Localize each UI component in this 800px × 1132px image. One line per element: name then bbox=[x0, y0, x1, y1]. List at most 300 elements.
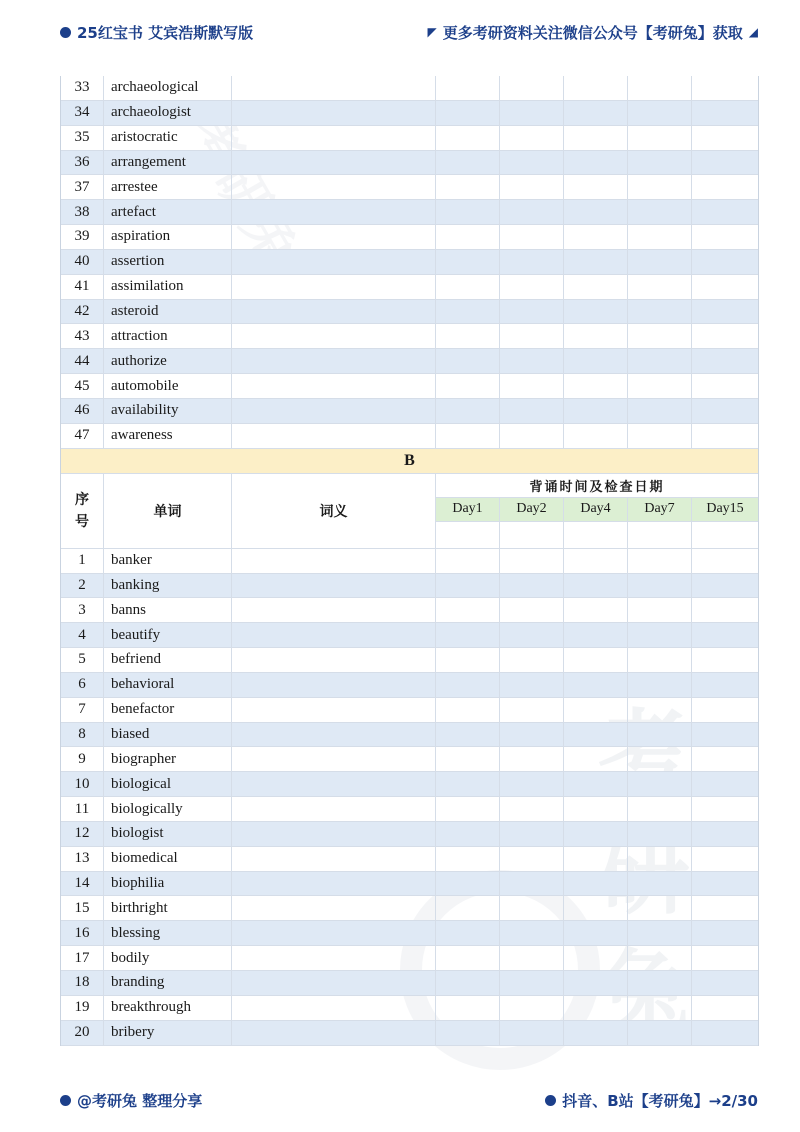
day4-cell[interactable] bbox=[564, 648, 628, 672]
day7-cell[interactable] bbox=[628, 723, 692, 747]
day7-cell[interactable] bbox=[628, 623, 692, 647]
table-header bbox=[61, 474, 758, 549]
day1-cell[interactable] bbox=[436, 574, 500, 598]
row-word: birthright bbox=[104, 896, 232, 920]
meaning-cell[interactable] bbox=[232, 772, 436, 796]
day1-cell[interactable] bbox=[436, 225, 500, 249]
day4-cell[interactable] bbox=[564, 200, 628, 224]
day4-cell[interactable] bbox=[564, 723, 628, 747]
meaning-cell[interactable] bbox=[232, 822, 436, 846]
col-header-review bbox=[436, 474, 758, 548]
table-row bbox=[61, 200, 758, 225]
row-word: beautify bbox=[104, 623, 232, 647]
day7-cell[interactable] bbox=[628, 698, 692, 722]
row-number: 9 bbox=[61, 747, 104, 771]
day15-cell[interactable] bbox=[692, 574, 758, 598]
day2-cell[interactable] bbox=[500, 225, 564, 249]
day4-cell[interactable] bbox=[564, 847, 628, 871]
day15-cell[interactable] bbox=[692, 549, 758, 573]
day15-cell[interactable] bbox=[692, 300, 758, 324]
meaning-cell[interactable] bbox=[232, 324, 436, 348]
day1-cell[interactable] bbox=[436, 549, 500, 573]
meaning-cell[interactable] bbox=[232, 126, 436, 150]
day7-cell[interactable] bbox=[628, 574, 692, 598]
meaning-cell[interactable] bbox=[232, 723, 436, 747]
day4-cell[interactable] bbox=[564, 996, 628, 1020]
day2-cell[interactable] bbox=[500, 399, 564, 423]
day1-cell[interactable] bbox=[436, 76, 500, 100]
meaning-cell[interactable] bbox=[232, 574, 436, 598]
day2-cell[interactable] bbox=[500, 549, 564, 573]
meaning-cell[interactable] bbox=[232, 797, 436, 821]
day15-cell[interactable] bbox=[692, 772, 758, 796]
day-header: Day15 bbox=[706, 501, 744, 517]
day-header: Day1 bbox=[436, 498, 500, 521]
day7-cell[interactable] bbox=[628, 598, 692, 622]
meaning-cell[interactable] bbox=[232, 847, 436, 871]
meaning-cell[interactable] bbox=[232, 275, 436, 299]
row-number: 2 bbox=[61, 574, 104, 598]
meaning-cell[interactable] bbox=[232, 349, 436, 373]
day7-cell[interactable] bbox=[628, 648, 692, 672]
day4-cell[interactable] bbox=[564, 673, 628, 697]
row-word: biographer bbox=[104, 747, 232, 771]
day15-cell[interactable] bbox=[692, 971, 758, 995]
day7-cell[interactable] bbox=[628, 200, 692, 224]
row-word: awareness bbox=[104, 424, 232, 448]
day15-cell[interactable] bbox=[692, 723, 758, 747]
row-number: 8 bbox=[61, 723, 104, 747]
table-row bbox=[61, 424, 758, 449]
row-word: bribery bbox=[104, 1021, 232, 1045]
day4-cell[interactable] bbox=[564, 175, 628, 199]
day2-cell[interactable] bbox=[500, 101, 564, 125]
day2-cell[interactable] bbox=[500, 374, 564, 398]
table-row bbox=[61, 921, 758, 946]
meaning-cell[interactable] bbox=[232, 623, 436, 647]
day1-cell[interactable] bbox=[436, 349, 500, 373]
day4-cell[interactable] bbox=[564, 1021, 628, 1045]
row-number: 1 bbox=[61, 549, 104, 573]
table-row bbox=[61, 250, 758, 275]
day2-cell[interactable] bbox=[500, 996, 564, 1020]
day2-cell[interactable] bbox=[500, 747, 564, 771]
day15-cell[interactable] bbox=[692, 797, 758, 821]
meaning-cell[interactable] bbox=[232, 175, 436, 199]
row-word: banking bbox=[104, 574, 232, 598]
day1-cell[interactable] bbox=[436, 623, 500, 647]
day4-cell[interactable] bbox=[564, 772, 628, 796]
row-word: arrestee bbox=[104, 175, 232, 199]
row-word: archaeological bbox=[104, 76, 232, 100]
day15-cell[interactable] bbox=[692, 324, 758, 348]
day4-cell[interactable] bbox=[564, 424, 628, 448]
day4-cell[interactable] bbox=[564, 250, 628, 274]
day7-cell[interactable] bbox=[628, 971, 692, 995]
meaning-cell[interactable] bbox=[232, 648, 436, 672]
day2-cell[interactable] bbox=[500, 921, 564, 945]
day7-cell[interactable] bbox=[628, 225, 692, 249]
bullet-icon bbox=[545, 1095, 556, 1106]
day7-cell[interactable] bbox=[628, 300, 692, 324]
day4-cell[interactable] bbox=[564, 76, 628, 100]
day-check-cell[interactable] bbox=[564, 522, 628, 548]
meaning-cell[interactable] bbox=[232, 374, 436, 398]
day7-cell[interactable] bbox=[628, 1021, 692, 1045]
day15-cell[interactable] bbox=[692, 598, 758, 622]
day4-cell[interactable] bbox=[564, 598, 628, 622]
day2-cell[interactable] bbox=[500, 574, 564, 598]
day2-cell[interactable] bbox=[500, 623, 564, 647]
bullet-icon bbox=[60, 1095, 71, 1106]
row-number: 3 bbox=[61, 598, 104, 622]
day7-cell[interactable] bbox=[628, 126, 692, 150]
day4-cell[interactable] bbox=[564, 872, 628, 896]
day2-cell[interactable] bbox=[500, 300, 564, 324]
day4-cell[interactable] bbox=[564, 300, 628, 324]
meaning-cell[interactable] bbox=[232, 225, 436, 249]
day2-cell[interactable] bbox=[500, 822, 564, 846]
day7-cell[interactable] bbox=[628, 797, 692, 821]
day7-cell[interactable] bbox=[628, 76, 692, 100]
day1-cell[interactable] bbox=[436, 896, 500, 920]
day1-cell[interactable] bbox=[436, 872, 500, 896]
day4-cell[interactable] bbox=[564, 698, 628, 722]
table-row bbox=[61, 747, 758, 772]
day1-cell[interactable] bbox=[436, 723, 500, 747]
col-header-meaning: 词义 bbox=[232, 474, 436, 548]
day4-cell[interactable] bbox=[564, 101, 628, 125]
day2-cell[interactable] bbox=[500, 896, 564, 920]
day2-cell[interactable] bbox=[500, 151, 564, 175]
footer-right bbox=[545, 1090, 758, 1111]
day2-cell[interactable] bbox=[500, 872, 564, 896]
day4-cell[interactable] bbox=[564, 971, 628, 995]
day7-cell[interactable] bbox=[628, 772, 692, 796]
meaning-cell[interactable] bbox=[232, 1021, 436, 1045]
row-word: banns bbox=[104, 598, 232, 622]
day2-cell[interactable] bbox=[500, 797, 564, 821]
table-row bbox=[61, 598, 758, 623]
day4-cell[interactable] bbox=[564, 574, 628, 598]
day15-cell[interactable] bbox=[692, 698, 758, 722]
row-word: banker bbox=[104, 549, 232, 573]
day7-cell[interactable] bbox=[628, 101, 692, 125]
day4-cell[interactable] bbox=[564, 374, 628, 398]
day15-cell[interactable] bbox=[692, 101, 758, 125]
day1-cell[interactable] bbox=[436, 324, 500, 348]
day15-cell[interactable] bbox=[692, 151, 758, 175]
day15-cell[interactable] bbox=[692, 76, 758, 100]
meaning-cell[interactable] bbox=[232, 598, 436, 622]
row-number: 10 bbox=[61, 772, 104, 796]
meaning-cell[interactable] bbox=[232, 399, 436, 423]
day4-cell[interactable] bbox=[564, 921, 628, 945]
table-a-body bbox=[61, 76, 758, 449]
day2-cell[interactable] bbox=[500, 648, 564, 672]
row-word: artefact bbox=[104, 200, 232, 224]
day7-cell[interactable] bbox=[628, 349, 692, 373]
footer-credit: @考研兔 整理分享 bbox=[77, 1091, 203, 1110]
day15-cell[interactable] bbox=[692, 399, 758, 423]
day2-cell[interactable] bbox=[500, 847, 564, 871]
day1-cell[interactable] bbox=[436, 747, 500, 771]
meaning-cell[interactable] bbox=[232, 896, 436, 920]
col-header-word: 单词 bbox=[104, 474, 232, 548]
day15-cell[interactable] bbox=[692, 175, 758, 199]
day15-cell[interactable] bbox=[692, 623, 758, 647]
day4-cell[interactable] bbox=[564, 275, 628, 299]
row-word: arrangement bbox=[104, 151, 232, 175]
table-row bbox=[61, 673, 758, 698]
meaning-cell[interactable] bbox=[232, 971, 436, 995]
day15-cell[interactable] bbox=[692, 275, 758, 299]
day7-cell[interactable] bbox=[628, 250, 692, 274]
meaning-cell[interactable] bbox=[232, 996, 436, 1020]
day4-cell[interactable] bbox=[564, 623, 628, 647]
row-number: 35 bbox=[61, 126, 104, 150]
day1-cell[interactable] bbox=[436, 698, 500, 722]
day2-cell[interactable] bbox=[500, 772, 564, 796]
day4-cell[interactable] bbox=[564, 126, 628, 150]
day4-cell[interactable] bbox=[564, 399, 628, 423]
day7-cell[interactable] bbox=[628, 275, 692, 299]
day15-cell[interactable] bbox=[692, 673, 758, 697]
day1-cell[interactable] bbox=[436, 598, 500, 622]
day7-cell[interactable] bbox=[628, 847, 692, 871]
meaning-cell[interactable] bbox=[232, 101, 436, 125]
day15-cell[interactable] bbox=[692, 250, 758, 274]
day1-cell[interactable] bbox=[436, 996, 500, 1020]
day2-cell[interactable] bbox=[500, 424, 564, 448]
day7-cell[interactable] bbox=[628, 946, 692, 970]
table-row bbox=[61, 76, 758, 101]
row-word: asteroid bbox=[104, 300, 232, 324]
row-word: assertion bbox=[104, 250, 232, 274]
day-check-row bbox=[436, 522, 758, 548]
day4-cell[interactable] bbox=[564, 225, 628, 249]
day1-cell[interactable] bbox=[436, 151, 500, 175]
day1-cell[interactable] bbox=[436, 847, 500, 871]
day2-cell[interactable] bbox=[500, 175, 564, 199]
day7-cell[interactable] bbox=[628, 549, 692, 573]
day15-cell[interactable] bbox=[692, 896, 758, 920]
meaning-cell[interactable] bbox=[232, 76, 436, 100]
day7-cell[interactable] bbox=[628, 175, 692, 199]
review-title: 背诵时间及检查日期 bbox=[436, 474, 758, 498]
row-number: 7 bbox=[61, 698, 104, 722]
row-number: 5 bbox=[61, 648, 104, 672]
day4-cell[interactable] bbox=[564, 896, 628, 920]
day4-cell[interactable] bbox=[564, 324, 628, 348]
meaning-cell[interactable] bbox=[232, 872, 436, 896]
table-row bbox=[61, 151, 758, 176]
day7-cell[interactable] bbox=[628, 673, 692, 697]
meaning-cell[interactable] bbox=[232, 921, 436, 945]
day4-cell[interactable] bbox=[564, 549, 628, 573]
day7-cell[interactable] bbox=[628, 399, 692, 423]
footer-left bbox=[60, 1090, 202, 1111]
day7-cell[interactable] bbox=[628, 996, 692, 1020]
day1-cell[interactable] bbox=[436, 275, 500, 299]
table-b-body bbox=[61, 549, 758, 1046]
day7-cell[interactable] bbox=[628, 921, 692, 945]
row-number: 16 bbox=[61, 921, 104, 945]
day1-cell[interactable] bbox=[436, 946, 500, 970]
day1-cell[interactable] bbox=[436, 300, 500, 324]
day-header: Day2 bbox=[500, 498, 564, 521]
day4-cell[interactable] bbox=[564, 822, 628, 846]
table-row bbox=[61, 1021, 758, 1046]
day2-cell[interactable] bbox=[500, 946, 564, 970]
col-header-number bbox=[61, 474, 104, 548]
day2-cell[interactable] bbox=[500, 200, 564, 224]
row-word: bodily bbox=[104, 946, 232, 970]
day-check-cell[interactable] bbox=[692, 522, 758, 548]
row-word: befriend bbox=[104, 648, 232, 672]
meaning-cell[interactable] bbox=[232, 151, 436, 175]
day1-cell[interactable] bbox=[436, 126, 500, 150]
table-row bbox=[61, 126, 758, 151]
day7-cell[interactable] bbox=[628, 151, 692, 175]
day7-cell[interactable] bbox=[628, 747, 692, 771]
day1-cell[interactable] bbox=[436, 772, 500, 796]
row-number: 44 bbox=[61, 349, 104, 373]
day2-cell[interactable] bbox=[500, 971, 564, 995]
table-row bbox=[61, 101, 758, 126]
row-number: 38 bbox=[61, 200, 104, 224]
day15-cell[interactable] bbox=[692, 1021, 758, 1045]
meaning-cell[interactable] bbox=[232, 424, 436, 448]
row-number: 37 bbox=[61, 175, 104, 199]
meaning-cell[interactable] bbox=[232, 300, 436, 324]
row-number: 47 bbox=[61, 424, 104, 448]
row-word: branding bbox=[104, 971, 232, 995]
day1-cell[interactable] bbox=[436, 822, 500, 846]
day2-cell[interactable] bbox=[500, 1021, 564, 1045]
meaning-cell[interactable] bbox=[232, 200, 436, 224]
day2-cell[interactable] bbox=[500, 349, 564, 373]
day15-cell[interactable] bbox=[692, 225, 758, 249]
row-number: 18 bbox=[61, 971, 104, 995]
meaning-cell[interactable] bbox=[232, 549, 436, 573]
row-word: aristocratic bbox=[104, 126, 232, 150]
row-number: 36 bbox=[61, 151, 104, 175]
day1-cell[interactable] bbox=[436, 921, 500, 945]
day15-cell[interactable] bbox=[692, 424, 758, 448]
day15-cell[interactable] bbox=[692, 996, 758, 1020]
day1-cell[interactable] bbox=[436, 648, 500, 672]
day2-cell[interactable] bbox=[500, 126, 564, 150]
day15-cell[interactable] bbox=[692, 200, 758, 224]
row-number: 11 bbox=[61, 797, 104, 821]
day4-cell[interactable] bbox=[564, 349, 628, 373]
row-number: 46 bbox=[61, 399, 104, 423]
day1-cell[interactable] bbox=[436, 101, 500, 125]
day1-cell[interactable] bbox=[436, 797, 500, 821]
day-check-cell[interactable] bbox=[436, 522, 500, 548]
row-number: 40 bbox=[61, 250, 104, 274]
day2-cell[interactable] bbox=[500, 698, 564, 722]
day2-cell[interactable] bbox=[500, 275, 564, 299]
day-check-cell[interactable] bbox=[500, 522, 564, 548]
day4-cell[interactable] bbox=[564, 151, 628, 175]
day1-cell[interactable] bbox=[436, 1021, 500, 1045]
day15-cell[interactable] bbox=[692, 349, 758, 373]
table-row bbox=[61, 225, 758, 250]
table-row bbox=[61, 847, 758, 872]
day4-cell[interactable] bbox=[564, 797, 628, 821]
day2-cell[interactable] bbox=[500, 324, 564, 348]
table-row bbox=[61, 574, 758, 599]
day1-cell[interactable] bbox=[436, 200, 500, 224]
day7-cell[interactable] bbox=[628, 374, 692, 398]
table-row bbox=[61, 300, 758, 325]
table-row bbox=[61, 698, 758, 723]
bullet-icon bbox=[60, 27, 71, 38]
day15-cell[interactable] bbox=[692, 822, 758, 846]
day1-cell[interactable] bbox=[436, 424, 500, 448]
day15-cell[interactable] bbox=[692, 374, 758, 398]
table-row bbox=[61, 946, 758, 971]
triangle-right-icon: ◢ bbox=[748, 25, 758, 39]
day4-cell[interactable] bbox=[564, 946, 628, 970]
meaning-cell[interactable] bbox=[232, 250, 436, 274]
day15-cell[interactable] bbox=[692, 126, 758, 150]
day1-cell[interactable] bbox=[436, 399, 500, 423]
book-title: 25红宝书 艾宾浩斯默写版 bbox=[77, 23, 254, 42]
row-number: 43 bbox=[61, 324, 104, 348]
day1-cell[interactable] bbox=[436, 250, 500, 274]
day15-cell[interactable] bbox=[692, 921, 758, 945]
day7-cell[interactable] bbox=[628, 822, 692, 846]
table-row bbox=[61, 399, 758, 424]
day4-cell[interactable] bbox=[564, 747, 628, 771]
day7-cell[interactable] bbox=[628, 896, 692, 920]
day7-cell[interactable] bbox=[628, 872, 692, 896]
table-row bbox=[61, 797, 758, 822]
page-header bbox=[60, 20, 758, 44]
promo-text: 更多考研资料关注微信公众号【考研兔】获取 bbox=[442, 23, 743, 42]
day1-cell[interactable] bbox=[436, 374, 500, 398]
day2-cell[interactable] bbox=[500, 76, 564, 100]
day1-cell[interactable] bbox=[436, 175, 500, 199]
meaning-cell[interactable] bbox=[232, 673, 436, 697]
meaning-cell[interactable] bbox=[232, 747, 436, 771]
day1-cell[interactable] bbox=[436, 971, 500, 995]
day15-cell[interactable] bbox=[692, 648, 758, 672]
meaning-cell[interactable] bbox=[232, 946, 436, 970]
day15-cell[interactable] bbox=[692, 847, 758, 871]
day-check-cell[interactable] bbox=[628, 522, 692, 548]
day15-cell[interactable] bbox=[692, 747, 758, 771]
table-row bbox=[61, 549, 758, 574]
page-footer bbox=[60, 1088, 758, 1112]
day2-cell[interactable] bbox=[500, 723, 564, 747]
meaning-cell[interactable] bbox=[232, 698, 436, 722]
col-header-number-1: 序 bbox=[75, 491, 89, 508]
day15-cell[interactable] bbox=[692, 946, 758, 970]
day1-cell[interactable] bbox=[436, 673, 500, 697]
day7-cell[interactable] bbox=[628, 324, 692, 348]
day7-cell[interactable] bbox=[628, 424, 692, 448]
row-word: breakthrough bbox=[104, 996, 232, 1020]
day15-cell[interactable] bbox=[692, 872, 758, 896]
day2-cell[interactable] bbox=[500, 673, 564, 697]
day2-cell[interactable] bbox=[500, 250, 564, 274]
row-word: authorize bbox=[104, 349, 232, 373]
day2-cell[interactable] bbox=[500, 598, 564, 622]
